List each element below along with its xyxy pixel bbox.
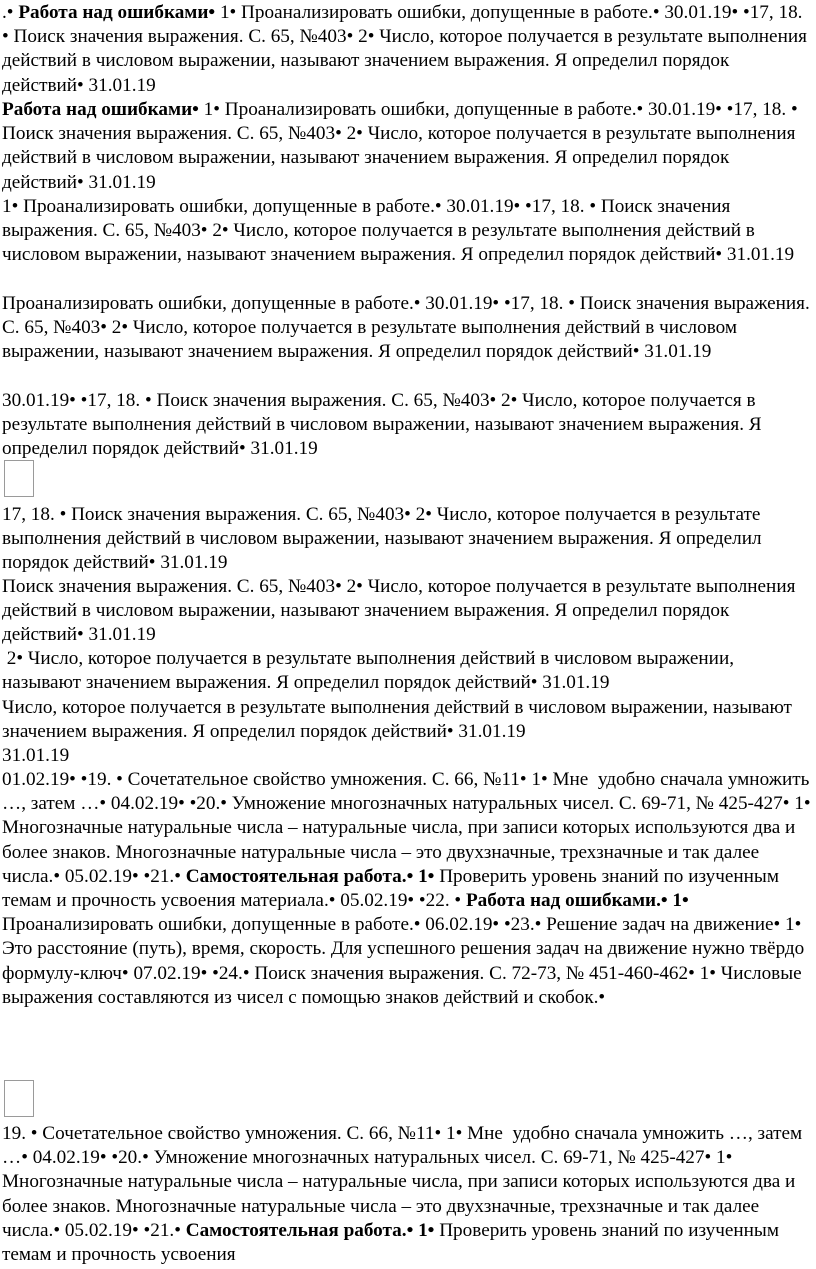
image-placeholder-box xyxy=(4,1080,34,1117)
paragraph-8: 2• Число, которое получается в результате выполнения действий в числовом выражении, называют значением выражения. Я определил порядок действий• 31.01.19 xyxy=(2,648,735,694)
paragraph-9: Число, которое получается в результате выполнения действий в числовом выражении, называют значением выражения. Я определил порядок действий• 31.01.19 xyxy=(2,697,792,743)
paragraph-2: Работа над ошибками• 1• Проанализировать ошибки, допущенные в работе.• 30.01.19• •17, 18. • Поиск значения выражения. С. 65, №403• 2• Число, которое получается в результате выполнения действий в числовом выражении, называют значением выражения. Я определил порядок действий• 31.01.19 xyxy=(2,99,798,193)
paragraph-4: Проанализировать ошибки, допущенные в работе.• 30.01.19• •17, 18. • Поиск значения выражения. С. 65, №403• 2• Число, которое получается в результате выполнения действий в числовом выражении, называют значением выражения. Я определил порядок действий• 31.01.19 xyxy=(2,293,810,363)
paragraph-1: .• Работа над ошибками• 1• Проанализировать ошибки, допущенные в работе.• 30.01.19• •17, 18. • Поиск значения выражения. С. 65, №403• 2• Число, которое получается в результате выполнения действий в числовом выражении, называют значением выражения. Я определил порядок действий• 31.01.19 xyxy=(2,2,807,96)
paragraph-10: 31.01.19 xyxy=(2,745,70,766)
paragraph-11: 01.02.19• •19. • Сочетательное свойство умножения. С. 66, №11• 1• Мне удобно сначала умножить …, затем …• 04.02.19• •20.• Умножение многозначных натуральных чисел. С. 69-71, № 425-427• 1• Многозначные натуральные числа – натуральные числа, при записи которых используются два и более знаков. Многозначные натуральные числа – это двухзначные, трехзначные и так далее числа.• 05.02.19• •21.• Самостоятельная работа.• 1• Проверить уровень знаний по изученным темам и прочность усвоения материала.• 05.02.19• •22. • Работа над ошибками.• 1• Проанализировать ошибки, допущенные в работе.• 06.02.19• •23.• Решение задач на движение• 1• Это расстояние (путь), время, скорость. Для успешного решения задач на движение нужно твёрдо формулу-ключ• 07.02.19• •24.• Поиск значения выражения. С. 72-73, № 451-460-462• 1• Числовые выражения составляются из чисел с помощью знаков действий и скобок.• xyxy=(2,769,811,1008)
paragraph-5: 30.01.19• •17, 18. • Поиск значения выражения. С. 65, №403• 2• Число, которое получается в результате выполнения действий в числовом выражении, называют значением выражения. Я определил порядок действий• 31.01.19 xyxy=(2,390,762,460)
paragraph-12: 19. • Сочетательное свойство умножения. С. 66, №11• 1• Мне удобно сначала умножить …, затем …• 04.02.19• •20.• Умножение многозначных натуральных чисел. С. 69-71, № 425-427• 1• Многозначные натуральные числа – натуральные числа, при записи которых используются два и более знаков. Многозначные натуральные числа – это двухзначные, трехзначные и так далее числа.• 05.02.19• •21.• Самостоятельная работа.• 1• Проверить уровень знаний по изученным темам и прочность усвоения xyxy=(2,1123,803,1266)
image-placeholder-box xyxy=(4,460,34,497)
paragraph-3: 1• Проанализировать ошибки, допущенные в работе.• 30.01.19• •17, 18. • Поиск значения выражения. С. 65, №403• 2• Число, которое получается в результате выполнения действий в числовом выражении, называют значением выражения. Я определил порядок действий• 31.01.19 xyxy=(2,196,795,266)
paragraph-7: Поиск значения выражения. С. 65, №403• 2• Число, которое получается в результате выполнения действий в числовом выражении, называют значением выражения. Я определил порядок действий• 31.01.19 xyxy=(2,576,796,646)
paragraph-6: 17, 18. • Поиск значения выражения. С. 65, №403• 2• Число, которое получается в результате выполнения действий в числовом выражении, называют значением выражения. Я определил порядок действий• 31.01.19 xyxy=(2,504,762,574)
